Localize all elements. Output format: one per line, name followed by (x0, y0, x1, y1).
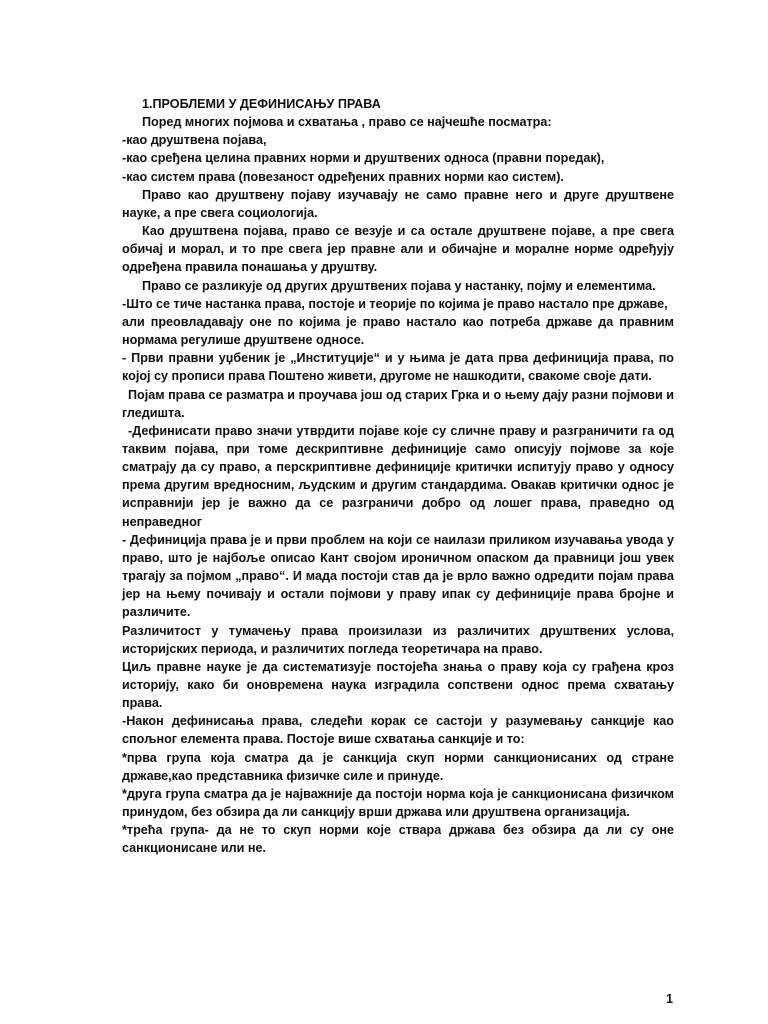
paragraph-sanction: -Након дефинисања права, следећи корак се састоји у разумевању санкције као спољног елемента права. Постоје више схватања санкције и то: (122, 714, 674, 747)
paragraph-legal-science-goal: Циљ правне науке је да систематизује постојећа знања о праву која су грађена кроз историју, како би оновремена наука изградила сопствени однос према схватању права. (122, 659, 674, 711)
paragraph-custom-morality: Као друштвена појава, право се везује и са остале друштвене појаве, а пре свега обичај и морал, и то пре свега јер правне али и обичајне и моралне норме одређују одређена правила понашања у друштву. (122, 224, 674, 275)
list-item-second-group: *друга група сматра да је најважније да постоји норма која је санкционисана физичком принудом, без обзира да ли санкцију врши држава или друштвена организација. (122, 786, 674, 820)
paragraph-defining-law: -Дефинисати право значи утврдити појаве које су сличне праву и разграничити га од таквим појава, при томе дескриптивне дефиниције само описују појмове за које сматрају да су право, а перскриптивне дефиниције критички испитују право у односу према другим вредносним, људским и другим стандардима. Овакав критички однос је исправнији јер је важно да се разграничи добро од лошег права, праведно од неправедног (122, 423, 674, 529)
paragraph-origin-theories: -Што се тиче настанка права, постоје и теорије по којима је право настало пре државе, (122, 296, 668, 311)
list-item-social-phenomenon: -као друштвена појава, (122, 133, 267, 148)
paragraph-intro: Поред многих појмова и схватања , право се најчешће посматра: (142, 115, 552, 130)
paragraph-greeks: Појам права се разматра и проучава још од старих Грка и о њему дају разни појмови и гледишта. (122, 387, 674, 420)
list-item-legal-order: -као сређена целина правних норми и друштвених односа (правни поредак), (122, 151, 605, 166)
document-body (122, 95, 674, 858)
paragraph-differences: Право се разликује од других друштвених појава у настанку, појму и елементима. (142, 278, 656, 293)
list-item-legal-system: -као систем права (повезаност одређених правних норми као систем). (122, 169, 564, 184)
paragraph-kant: - Дефиниција права је и први проблем на који се наилази приликом изучавања увода у право, што је најбоље описао Кант својом ироничном опаском да правници још увек трагају за појмом „право“. И мада постоји став да је врло важно одредити појам права јер на њему почивају и остали појмови у праву ипак су дефиниције права бројне и различите. (122, 532, 674, 620)
paragraph-sciences: Право као друштвену појаву изучавају не само правне него и друге друштвене науке, а пре свега социологија. (122, 187, 674, 220)
section-heading: 1.ПРОБЛЕМИ У ДЕФИНИСАЊУ ПРАВА (142, 97, 381, 111)
list-item-third-group: *трећа група- да не то скуп норми које ствара држава без обзира да ли су оне санкционисане или не. (122, 823, 674, 856)
paragraph-state-need: али преовладавају оне по којима је право настало као потреба државе да правним нормама регулише друштвене односе. (122, 314, 674, 348)
page-number: 1 (666, 992, 674, 1006)
paragraph-institutions: - Први правни уџбеник је „Институције“ и у њима је дата прва дефиниција права, по којој су прописи права Поштено живети, другоме не нашкодити, свакоме своје дати. (122, 351, 674, 384)
paragraph-diversity: Различитост у тумачењу права произилази из различитих друштвених услова, историјских периода, и различитих погледа теоретичара на право. (122, 623, 674, 656)
list-item-first-group: *прва група која сматра да је санкција скуп норми санкционисаних од стране државе,као представника физичке силе и принуде. (122, 750, 674, 783)
